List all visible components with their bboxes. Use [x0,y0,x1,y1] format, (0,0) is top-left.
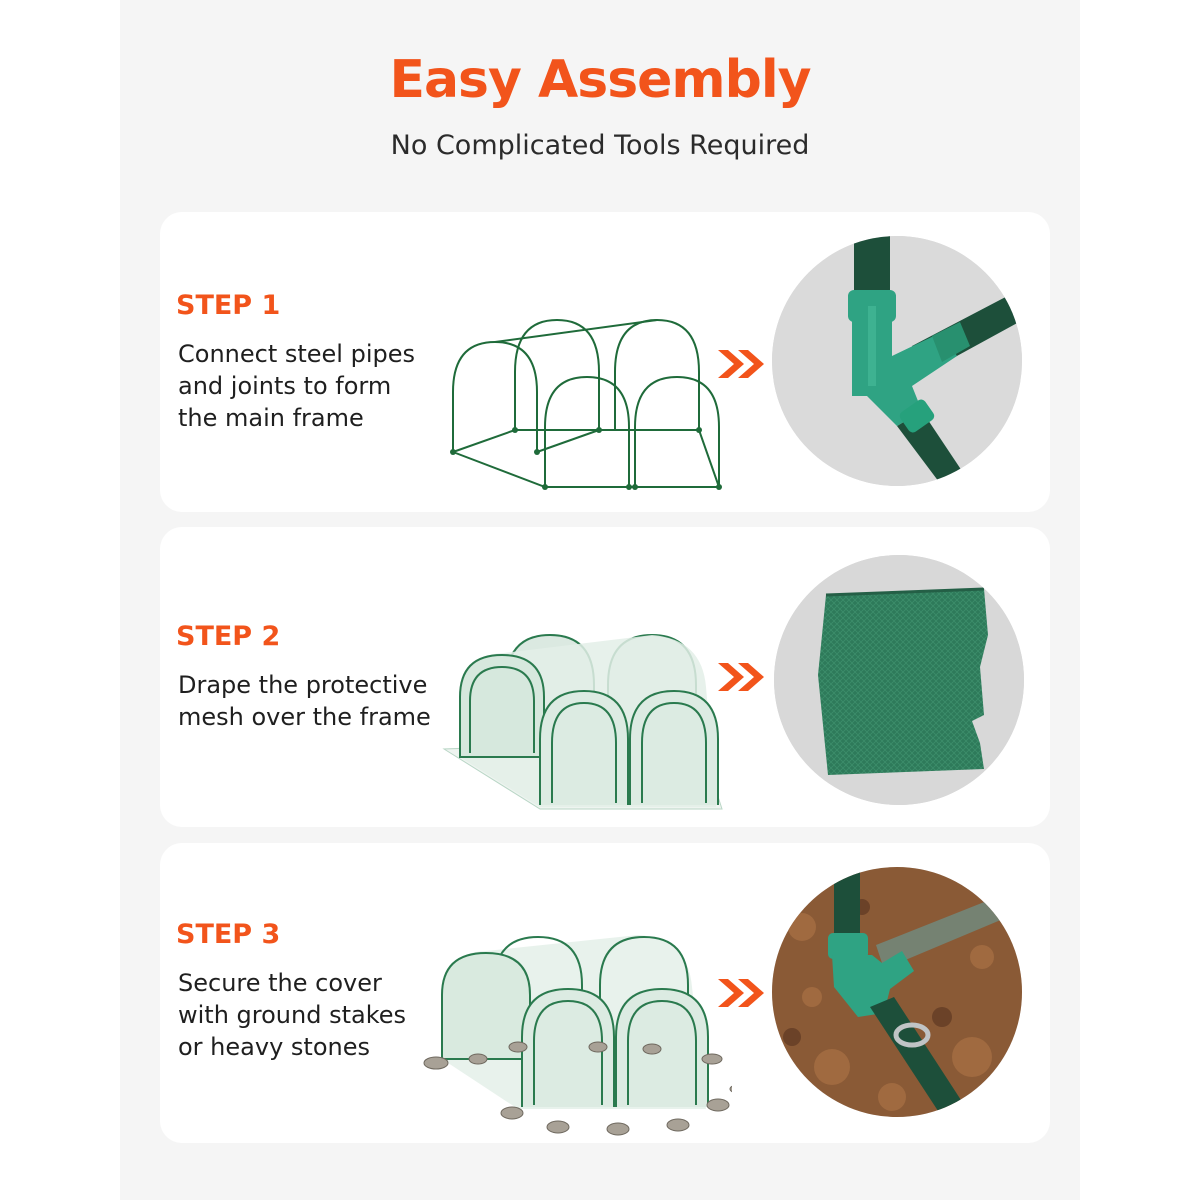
step-label: STEP 2 [176,621,281,652]
pipe-joint-closeup-image [772,236,1022,486]
page-title: Easy Assembly [389,50,811,110]
step-description-line: Drape the protective [178,671,428,699]
step-description [178,967,448,1063]
greenhouse-frame-illustration [445,312,725,502]
greenhouse-with-mesh-illustration [440,627,730,817]
step-description-line: the main frame [178,404,364,432]
step-label: STEP 1 [176,290,281,321]
step-label: STEP 3 [176,919,281,950]
step-description-line: or heavy stones [178,1033,370,1061]
step-card-1 [160,212,1050,512]
step-description-line: mesh over the frame [178,703,431,731]
page-subtitle: No Complicated Tools Required [390,130,810,161]
folded-mesh-closeup-image [774,555,1024,805]
double-chevron-right-icon [718,346,770,382]
step-description-line: with ground stakes [178,1001,407,1029]
step-description [178,669,448,733]
step-card-3 [160,843,1050,1143]
greenhouse-staked-illustration [422,929,732,1139]
step-card-2 [160,527,1050,827]
double-chevron-right-icon [718,975,770,1011]
step-description-line: and joints to form [178,372,392,400]
step-description [178,338,448,434]
ground-stake-closeup-image [772,867,1022,1117]
step-description-line: Connect steel pipes [178,340,416,368]
double-chevron-right-icon [718,659,770,695]
step-description-line: Secure the cover [178,969,382,997]
